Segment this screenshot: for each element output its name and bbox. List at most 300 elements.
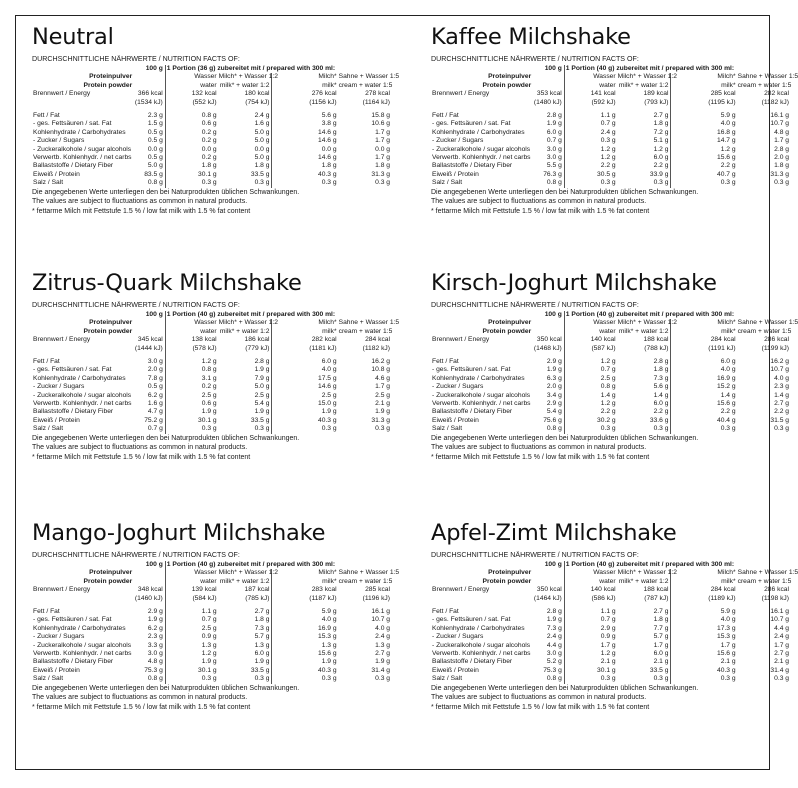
table-header-row — [32, 578, 392, 586]
row-label: Brennwert / Energy — [432, 336, 490, 344]
milk-de-header: Milch* — [717, 319, 736, 327]
nutrient-value: 30.5 g — [597, 170, 616, 178]
nutrient-value: 2.0 g — [533, 383, 564, 391]
nutrient-value: 0.5 g — [134, 129, 165, 137]
nutrient-value: 1.9 g — [201, 658, 217, 666]
table-row — [32, 154, 392, 162]
nutrient-value: 2.7 g — [618, 112, 671, 120]
nutrient-value: 14.7 g — [717, 137, 736, 145]
nutrient-value: 1.1 g — [600, 112, 616, 120]
milk-de-header: Milch* — [717, 569, 736, 577]
row-label: Brennwert / Energy — [432, 90, 490, 98]
milk-en-header: milk* — [322, 81, 337, 89]
table-row — [32, 675, 392, 683]
nutrient-value: 33.5 g — [219, 171, 272, 179]
nutrient-value: 2.7 g — [219, 608, 272, 616]
row-label: Ballaststoffe / Dietary Fiber — [33, 658, 114, 666]
nutrient-value: 16.9 g — [717, 374, 736, 382]
milk-water-de-header: Milch* + Wasser 1:2 — [218, 319, 279, 327]
row-label: Fett / Fat — [33, 358, 60, 366]
nutrient-value: 0.8 g — [533, 425, 564, 433]
cream-water-de-header: Sahne + Wasser 1:5 — [338, 569, 400, 577]
energy-kcal-value: 276 kcal — [311, 90, 337, 98]
nutrient-value: 5.6 g — [321, 112, 337, 120]
milk-water-de-header: Milch* + Wasser 1:2 — [218, 569, 279, 577]
energy-kcal-value: 188 kcal — [618, 586, 671, 594]
nutrient-value: 0.3 g — [600, 425, 616, 433]
row-label: Ballaststoffe / Dietary Fiber — [432, 408, 513, 416]
nutrient-value: 1.1 g — [600, 608, 616, 616]
nutrient-value: 31.5 g — [770, 416, 789, 424]
table-row — [32, 586, 392, 594]
nutrient-value: 0.3 g — [600, 179, 616, 187]
nutrient-value: 0.7 g — [600, 120, 616, 128]
row-label: Eiweiß / Protein — [33, 416, 80, 424]
energy-kcal-value: 345 kcal — [134, 336, 165, 344]
nutrient-value: 1.2 g — [201, 650, 217, 658]
table-row — [32, 625, 392, 633]
table-row — [431, 154, 791, 162]
table-row — [32, 608, 392, 616]
nutrient-value: 2.1 g — [600, 658, 616, 666]
nutrient-value: 4.0 g — [720, 366, 736, 374]
nutrient-value: 5.2 g — [533, 658, 564, 666]
protein-powder-en-header: Protein powder — [83, 577, 133, 585]
table-row — [431, 90, 791, 98]
footnote-milk: * fettarme Milch mit Fettstufe 1.5 % / low fat milk with 1.5 % fat content — [32, 703, 251, 711]
row-label: Kohlenhydrate / Carbohydrates — [33, 374, 126, 382]
nutrition-table — [431, 311, 798, 434]
nutrient-value: 0.7 g — [533, 137, 564, 145]
row-label: Verwertb. Kohlenhydr. / net carbs — [432, 154, 531, 162]
nutrient-value: 31.3 g — [371, 170, 390, 178]
energy-kj-value: (1181 kJ) — [309, 344, 337, 352]
row-label: - ges. Fettsäuren / sat. Fat — [432, 120, 511, 128]
protein-powder-de-header: Proteinpulver — [89, 73, 133, 81]
nutrient-value: 1.7 g — [774, 137, 789, 145]
nutrient-value: 4.0 g — [321, 366, 337, 374]
water-de-header: Wasser — [593, 569, 616, 577]
row-label: - Zuckeralkohole / sugar alcohols — [432, 145, 531, 153]
nutrient-value: 5.4 g — [533, 408, 564, 416]
nutrient-value: 1.8 g — [321, 162, 337, 170]
cream-water-en-header: cream + water 1:5 — [737, 81, 792, 89]
note-de: Die angegebenen Werte unterliegen den bei Naturprodukten üblichen Schwankungen. — [431, 434, 699, 442]
table-row — [32, 658, 392, 666]
nutrient-value: 76.3 g — [533, 171, 564, 179]
energy-kcal-value: 188 kcal — [618, 336, 671, 344]
nutrient-value: 15.3 g — [318, 633, 337, 641]
nutrient-value: 1.1 g — [201, 608, 217, 616]
nutrient-value: 7.9 g — [219, 375, 272, 383]
water-en-header: water — [599, 81, 616, 89]
energy-kcal-value: 282 kcal — [311, 336, 337, 344]
note-en: The values are subject to fluctuations as common in natural products. — [32, 694, 248, 702]
row-label: Verwertb. Kohlenhydr. / net carbs — [33, 154, 132, 162]
nutrient-value: 2.4 g — [600, 128, 616, 136]
nutrient-value: 1.4 g — [600, 391, 616, 399]
table-row — [32, 595, 392, 603]
nutrient-value: 0.3 g — [321, 179, 337, 187]
nutrient-value: 1.2 g — [600, 358, 616, 366]
energy-kcal-value: 284 kcal — [710, 586, 736, 594]
note-de: Die angegebenen Werte unterliegen den bei Naturprodukten üblichen Schwankungen. — [431, 188, 699, 196]
table-row — [32, 358, 392, 366]
nutrition-heading: DURCHSCHNITTLICHE NÄHRWERTE / NUTRITION FACTS OF: — [32, 55, 240, 63]
empty-cell — [431, 99, 533, 107]
nutrient-value: 5.7 g — [219, 633, 272, 641]
empty-cell — [431, 65, 533, 73]
table-row — [431, 137, 791, 145]
protein-powder-en-header: Protein powder — [482, 577, 532, 585]
nutrient-value: 5.0 g — [134, 162, 165, 170]
footnote-milk: * fettarme Milch mit Fettstufe 1.5 % / low fat milk with 1.5 % fat content — [32, 207, 251, 215]
nutrient-value: 0.8 g — [600, 383, 616, 391]
nutrient-value: 2.4 g — [774, 633, 789, 641]
nutrient-value: 2.5 g — [321, 391, 337, 399]
nutrient-value: 0.3 g — [219, 179, 272, 187]
energy-kcal-value: 282 kcal — [764, 90, 789, 98]
energy-kcal-value: 139 kcal — [191, 586, 217, 594]
energy-kcal-value: 286 kcal — [764, 336, 789, 344]
table-header-row — [32, 561, 392, 569]
nutrient-value: 2.7 g — [774, 650, 789, 658]
per-100g-header: 100 g — [134, 65, 165, 73]
table-header-row — [431, 569, 791, 577]
nutrient-value: 0.0 g — [375, 145, 390, 153]
table-row — [431, 667, 791, 675]
energy-kcal-value: 132 kcal — [191, 90, 217, 98]
table-row — [32, 642, 392, 650]
row-label: - ges. Fettsäuren / sat. Fat — [33, 616, 112, 624]
row-label: - Zucker / Sugars — [33, 633, 85, 641]
empty-cell — [134, 82, 165, 90]
nutrition-table — [32, 311, 400, 434]
empty-cell — [533, 319, 564, 327]
nutrient-value: 0.3 g — [201, 179, 217, 187]
per-100g-header: 100 g — [134, 311, 165, 319]
nutrient-value: 0.3 g — [375, 179, 390, 187]
energy-kcal-value: 141 kcal — [590, 90, 616, 98]
portion-header: 1 Portion (40 g) zubereitet mit / prepared with 300 ml: — [565, 561, 735, 568]
table-row — [431, 650, 791, 658]
portion-header: 1 Portion (40 g) zubereitet mit / prepared with 300 ml: — [565, 311, 735, 318]
protein-powder-en-header: Protein powder — [83, 81, 133, 89]
row-label: Eiweiß / Protein — [432, 170, 479, 178]
nutrient-value: 7.3 g — [618, 375, 671, 383]
table-header-row — [431, 319, 791, 327]
table-row — [32, 112, 392, 120]
nutrient-value: 1.9 g — [219, 658, 272, 666]
table-row — [431, 171, 791, 179]
nutrient-value: 10.7 g — [371, 616, 390, 624]
nutrient-value: 1.9 g — [321, 658, 337, 666]
cream-water-de-header: Sahne + Wasser 1:5 — [737, 569, 798, 577]
table-header-row — [431, 82, 791, 90]
water-en-header: water — [599, 577, 616, 585]
table-row — [32, 90, 392, 98]
energy-kj-value: (552 kJ) — [192, 98, 217, 106]
water-de-header: Wasser — [194, 569, 217, 577]
table-row — [431, 595, 791, 603]
empty-cell — [32, 99, 134, 107]
table-row — [32, 616, 392, 624]
note-de: Die angegebenen Werte unterliegen den bei Naturprodukten üblichen Schwankungen. — [32, 188, 300, 196]
table-row — [32, 417, 392, 425]
nutrient-value: 1.8 g — [774, 162, 789, 170]
nutrient-value: 16.1 g — [371, 608, 390, 616]
nutrient-value: 0.3 g — [774, 425, 789, 433]
nutrient-value: 5.9 g — [321, 608, 337, 616]
nutrient-value: 2.5 g — [201, 624, 217, 632]
cream-water-de-header: Sahne + Wasser 1:5 — [737, 73, 798, 81]
protein-powder-en-header: Protein powder — [83, 327, 133, 335]
nutrition-table — [431, 561, 798, 684]
nutrient-value: 0.3 g — [774, 675, 789, 683]
milk-en-header: milk* — [721, 327, 736, 335]
nutrient-value: 14.6 g — [318, 137, 337, 145]
table-row — [431, 675, 791, 683]
energy-kj-value: (1468 kJ) — [533, 345, 564, 353]
nutrient-value: 33.9 g — [618, 171, 671, 179]
table-row — [32, 425, 392, 433]
nutrient-value: 4.8 g — [774, 128, 789, 136]
nutrient-value: 3.3 g — [134, 642, 165, 650]
nutrient-value: 7.2 g — [618, 129, 671, 137]
nutrient-value: 0.2 g — [201, 137, 217, 145]
row-label: Brennwert / Energy — [33, 336, 91, 344]
nutrient-value: 0.8 g — [201, 112, 217, 120]
row-label: Kohlenhydrate / Carbohydrates — [432, 374, 525, 382]
table-row — [431, 608, 791, 616]
nutrient-value: 3.0 g — [134, 650, 165, 658]
table-row — [32, 171, 392, 179]
table-row — [32, 129, 392, 137]
row-label: Brennwert / Energy — [432, 586, 490, 594]
milk-water-de-header: Milch* + Wasser 1:2 — [218, 73, 279, 81]
cream-water-en-header: cream + water 1:5 — [338, 577, 393, 585]
cream-water-de-header: Sahne + Wasser 1:5 — [737, 319, 798, 327]
nutrient-value: 1.2 g — [600, 650, 616, 658]
nutrient-value: 7.8 g — [134, 375, 165, 383]
nutrient-value: 1.8 g — [219, 616, 272, 624]
row-label: Fett / Fat — [432, 112, 459, 120]
row-label: Kohlenhydrate / Carbohydrates — [33, 624, 126, 632]
nutrient-value: 2.7 g — [375, 650, 390, 658]
table-row — [431, 112, 791, 120]
energy-kcal-value: 140 kcal — [590, 336, 616, 344]
energy-kcal-value: 284 kcal — [365, 336, 390, 344]
nutrient-value: 10.7 g — [770, 366, 789, 374]
nutrient-value: 0.3 g — [219, 675, 272, 683]
table-row — [431, 162, 791, 170]
portion-header: 1 Portion (40 g) zubereitet mit / prepared with 300 ml: — [565, 65, 735, 72]
nutrient-value: 75.2 g — [134, 417, 165, 425]
nutrient-value: 5.7 g — [618, 633, 671, 641]
nutrient-value: 2.5 g — [219, 392, 272, 400]
nutrient-value: 5.0 g — [219, 129, 272, 137]
empty-cell — [533, 569, 564, 577]
nutrient-value: 1.9 g — [219, 408, 272, 416]
nutrient-value: 0.3 g — [375, 425, 390, 433]
water-de-header: Wasser — [194, 73, 217, 81]
nutrition-panel — [32, 520, 400, 712]
nutrient-value: 1.9 g — [533, 366, 564, 374]
nutrient-value: 4.8 g — [134, 658, 165, 666]
energy-kj-value: (1187 kJ) — [309, 594, 337, 602]
nutrition-panel — [431, 24, 798, 216]
nutrient-value: 2.1 g — [618, 658, 671, 666]
table-row — [32, 383, 392, 391]
nutrient-value: 6.3 g — [533, 375, 564, 383]
energy-kcal-value: 286 kcal — [764, 586, 789, 594]
nutrient-value: 31.4 g — [371, 666, 390, 674]
protein-powder-en-header: Protein powder — [482, 81, 532, 89]
row-label: Salz / Salt — [432, 179, 463, 187]
row-label: Salz / Salt — [33, 675, 64, 683]
nutrient-value: 6.0 g — [219, 650, 272, 658]
nutrient-value: 1.7 g — [375, 154, 390, 162]
nutrient-value: 0.3 g — [600, 675, 616, 683]
empty-cell — [533, 578, 564, 586]
nutrient-value: 2.5 g — [600, 374, 616, 382]
product-title: Kirsch-Joghurt Milchshake — [431, 270, 717, 296]
table-row — [32, 392, 392, 400]
empty-cell — [32, 65, 134, 73]
per-100g-header: 100 g — [533, 311, 564, 319]
nutrient-value: 0.3 g — [321, 675, 337, 683]
nutrient-value: 15.0 g — [318, 400, 337, 408]
nutrient-value: 6.2 g — [134, 392, 165, 400]
row-label: Verwertb. Kohlenhydr. / net carbs — [432, 650, 531, 658]
energy-kcal-value: 350 kcal — [533, 336, 564, 344]
nutrient-value: 1.9 g — [375, 658, 390, 666]
cream-water-en-header: cream + water 1:5 — [737, 327, 792, 335]
milk-water-en-header: milk* + water 1:2 — [219, 578, 272, 586]
nutrition-heading: DURCHSCHNITTLICHE NÄHRWERTE / NUTRITION FACTS OF: — [431, 551, 639, 559]
nutrient-value: 5.4 g — [219, 400, 272, 408]
nutrient-value: 2.0 g — [774, 154, 789, 162]
nutrient-value: 0.2 g — [201, 128, 217, 136]
per-100g-header: 100 g — [533, 65, 564, 73]
nutrient-value: 30.1 g — [198, 666, 217, 674]
row-label: - Zucker / Sugars — [33, 383, 85, 391]
row-label: Salz / Salt — [432, 675, 463, 683]
footnote-milk: * fettarme Milch mit Fettstufe 1.5 % / low fat milk with 1.5 % fat content — [32, 453, 251, 461]
table-row — [431, 129, 791, 137]
nutrient-value: 1.7 g — [600, 641, 616, 649]
nutrient-value: 0.8 g — [533, 179, 564, 187]
nutrient-value: 3.4 g — [533, 392, 564, 400]
table-header-row — [431, 311, 791, 319]
row-label: Fett / Fat — [432, 608, 459, 616]
note-de: Die angegebenen Werte unterliegen den bei Naturprodukten üblichen Schwankungen. — [431, 684, 699, 692]
energy-kj-value: (1189 kJ) — [708, 594, 736, 602]
energy-kj-value: (1195 kJ) — [708, 98, 736, 106]
row-label: Eiweiß / Protein — [33, 170, 80, 178]
nutrient-value: 1.9 g — [201, 408, 217, 416]
milk-water-de-header: Milch* + Wasser 1:2 — [617, 73, 678, 81]
nutrient-value: 2.1 g — [774, 658, 789, 666]
table-row — [431, 425, 791, 433]
nutrient-value: 0.3 g — [618, 675, 671, 683]
nutrient-value: 5.0 g — [219, 383, 272, 391]
nutrient-value: 2.9 g — [134, 608, 165, 616]
table-row — [431, 586, 791, 594]
nutrient-value: 15.8 g — [371, 112, 390, 120]
nutrient-value: 1.9 g — [134, 616, 165, 624]
energy-kcal-value: 189 kcal — [618, 90, 671, 98]
row-label: Verwertb. Kohlenhydr. / net carbs — [33, 650, 132, 658]
nutrient-value: 0.3 g — [219, 425, 272, 433]
nutrient-value: 14.6 g — [318, 128, 337, 136]
energy-kj-value: (1164 kJ) — [362, 98, 390, 106]
nutrient-value: 0.3 g — [720, 675, 736, 683]
nutrient-value: 0.0 g — [201, 145, 217, 153]
nutrient-value: 4.0 g — [375, 624, 390, 632]
nutrient-value: 2.9 g — [533, 400, 564, 408]
nutrient-value: 4.4 g — [533, 642, 564, 650]
protein-powder-de-header: Proteinpulver — [488, 73, 532, 81]
energy-kj-value: (1198 kJ) — [761, 594, 789, 602]
nutrient-value: 5.9 g — [720, 608, 736, 616]
milk-de-header: Milch* — [318, 319, 337, 327]
row-label: Salz / Salt — [33, 425, 64, 433]
nutrient-value: 75.3 g — [533, 667, 564, 675]
nutrient-value: 1.9 g — [533, 616, 564, 624]
energy-kj-value: (1182 kJ) — [761, 98, 789, 106]
nutrient-value: 0.3 g — [720, 179, 736, 187]
nutrient-value: 5.0 g — [219, 137, 272, 145]
nutrient-value: 0.7 g — [134, 425, 165, 433]
energy-kj-value: (754 kJ) — [219, 99, 272, 107]
product-title: Kaffee Milchshake — [431, 24, 631, 50]
nutrient-value: 2.9 g — [533, 358, 564, 366]
footnote-milk: * fettarme Milch mit Fettstufe 1.5 % / low fat milk with 1.5 % fat content — [431, 453, 650, 461]
row-label: - ges. Fettsäuren / sat. Fat — [432, 366, 511, 374]
nutrient-value: 1.3 g — [321, 641, 337, 649]
energy-kcal-value: 353 kcal — [533, 90, 564, 98]
nutrient-value: 1.7 g — [375, 137, 390, 145]
nutrient-value: 6.0 g — [533, 129, 564, 137]
nutrient-value: 4.7 g — [134, 408, 165, 416]
table-row — [431, 179, 791, 187]
nutrient-value: 3.8 g — [321, 120, 337, 128]
table-row — [431, 366, 791, 374]
nutrient-value: 33.6 g — [618, 417, 671, 425]
nutrient-value: 2.3 g — [774, 383, 789, 391]
table-row — [431, 625, 791, 633]
nutrient-value: 1.6 g — [134, 400, 165, 408]
nutrition-panel — [32, 270, 400, 462]
milk-de-header: Milch* — [318, 73, 337, 81]
table-row — [32, 375, 392, 383]
nutrient-value: 5.5 g — [533, 162, 564, 170]
nutrient-value: 6.0 g — [618, 650, 671, 658]
cream-water-en-header: cream + water 1:5 — [737, 577, 792, 585]
table-row — [431, 642, 791, 650]
nutrient-value: 40.4 g — [717, 416, 736, 424]
nutrient-value: 1.2 g — [600, 145, 616, 153]
empty-cell — [431, 311, 533, 319]
table-row — [431, 345, 791, 353]
table-row — [431, 146, 791, 154]
row-label: Fett / Fat — [33, 112, 60, 120]
nutrient-value: 2.8 g — [219, 358, 272, 366]
note-en: The values are subject to fluctuations as common in natural products. — [32, 444, 248, 452]
table-row — [32, 408, 392, 416]
nutrient-value: 10.8 g — [371, 366, 390, 374]
